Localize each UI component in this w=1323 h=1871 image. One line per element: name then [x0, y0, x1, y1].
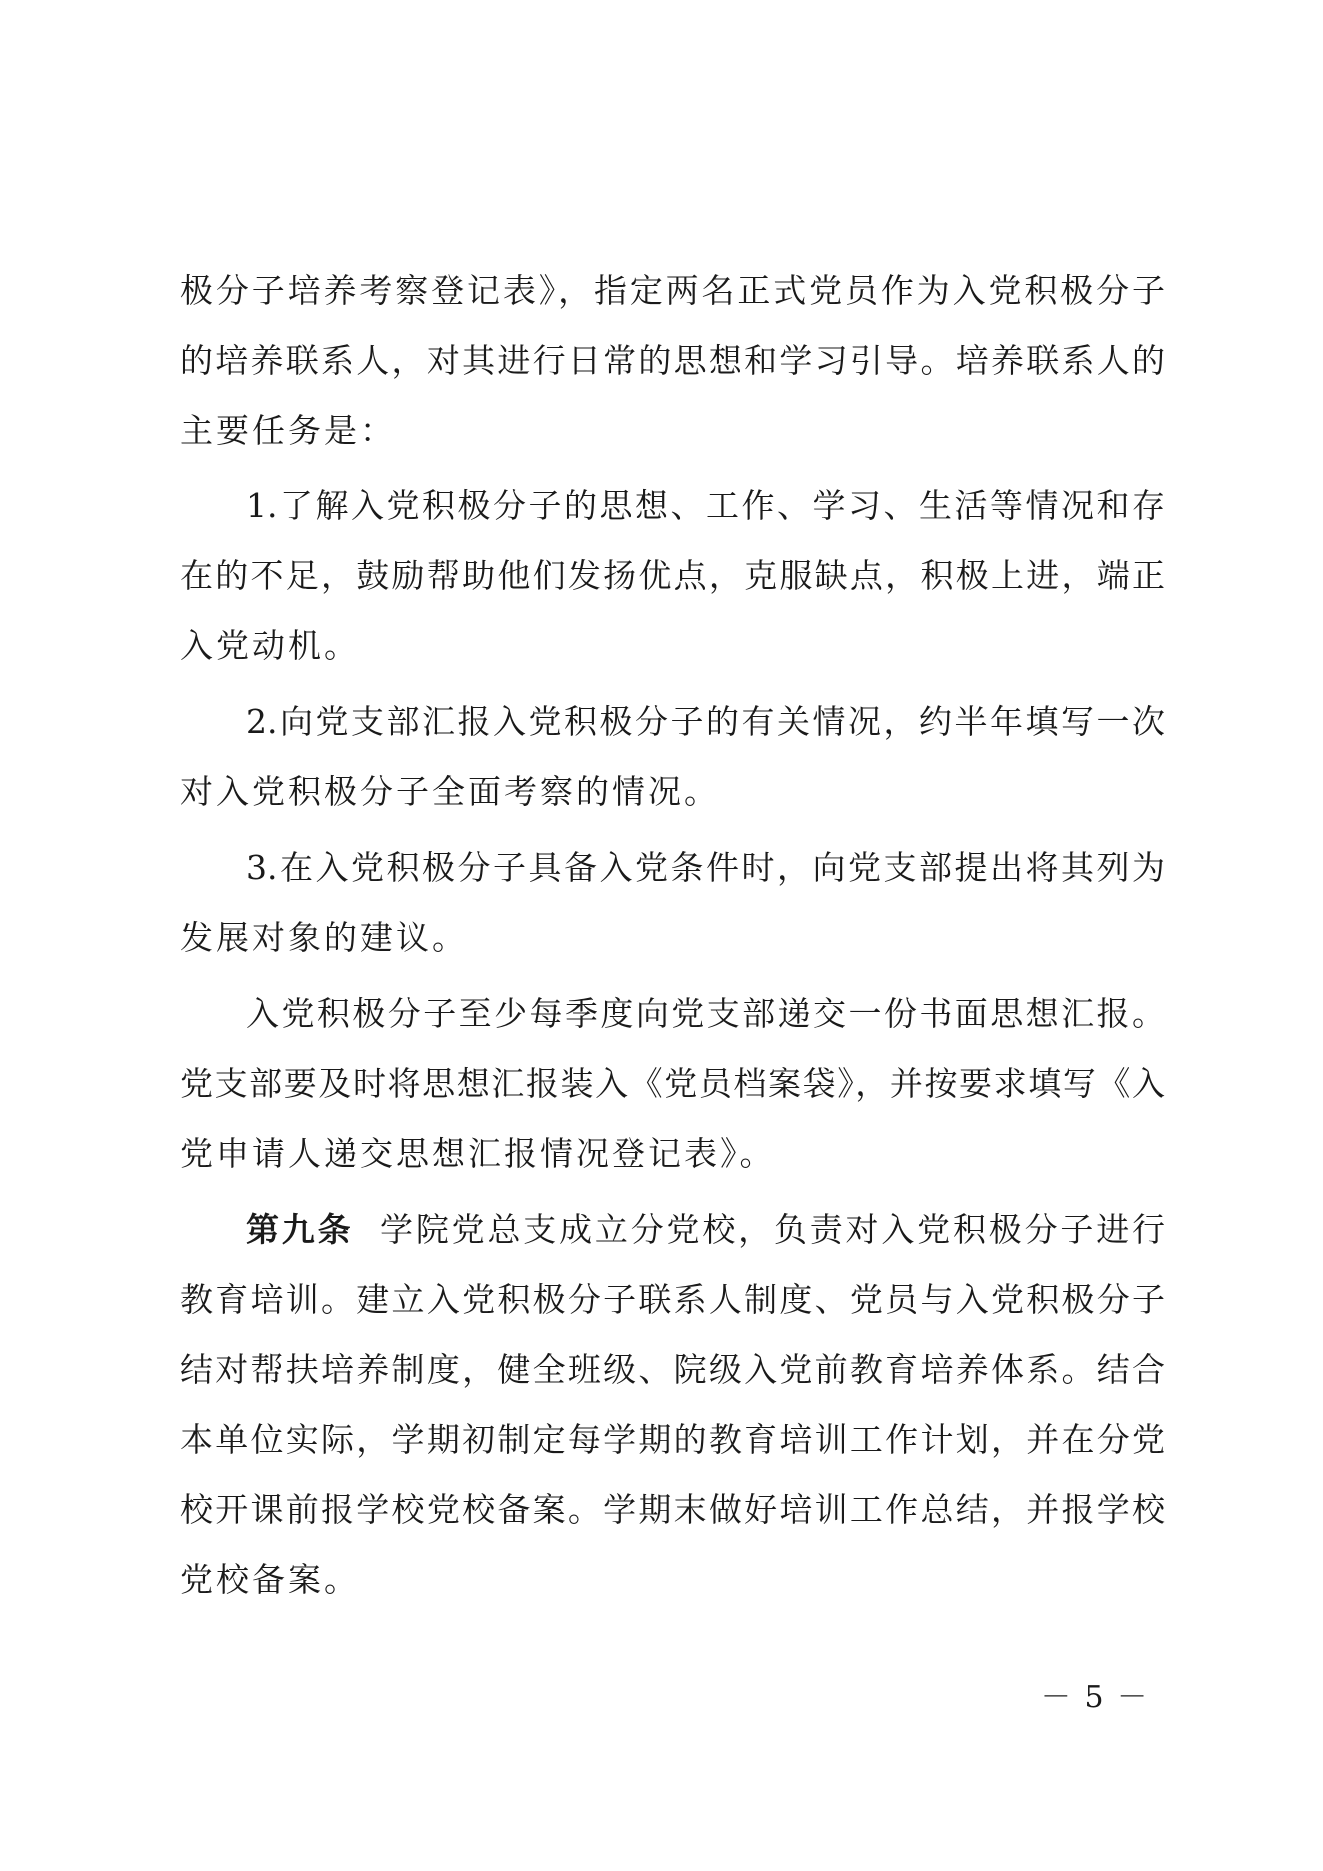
list-item-1-line-1: 1.了解入党积极分子的思想、工作、学习、生活等情况和存 — [246, 486, 1165, 525]
list-item-1-line-3: 入党动机。 — [180, 626, 360, 665]
article-nine-line-1 — [246, 1205, 1165, 1255]
article-nine-text: 学院党总支成立分党校，负责对入党积极分子进行 — [380, 1210, 1166, 1249]
article-nine-line-6: 党校备案。 — [180, 1560, 360, 1599]
list-item-1-line-2: 在的不足，鼓励帮助他们发扬优点，克服缺点，积极上进，端正 — [180, 556, 1165, 595]
paragraph-report-line-3: 党申请人递交思想汇报情况登记表》。 — [180, 1134, 776, 1173]
list-item-3-line-1: 3.在入党积极分子具备入党条件时，向党支部提出将其列为 — [246, 848, 1165, 887]
article-nine-line-2: 教育培训。建立入党积极分子联系人制度、党员与入党积极分子 — [180, 1280, 1165, 1319]
body-line-2: 的培养联系人，对其进行日常的思想和学习引导。培养联系人的 — [180, 341, 1165, 380]
paragraph-report-line-1: 入党积极分子至少每季度向党支部递交一份书面思想汇报。 — [246, 994, 1165, 1033]
paragraph-report-line-2: 党支部要及时将思想汇报装入《党员档案袋》，并按要求填写《入 — [180, 1064, 1165, 1103]
article-nine-line-4: 本单位实际，学期初制定每学期的教育培训工作计划，并在分党 — [180, 1420, 1165, 1459]
list-item-3-line-2: 发展对象的建议。 — [180, 918, 468, 957]
body-line-3: 主要任务是： — [180, 411, 396, 450]
list-item-2-line-2: 对入党积极分子全面考察的情况。 — [180, 772, 720, 811]
article-nine-line-5: 校开课前报学校党校备案。学期末做好培训工作总结，并报学校 — [180, 1490, 1165, 1529]
article-nine-line-3: 结对帮扶培养制度，健全班级、院级入党前教育培养体系。结合 — [180, 1350, 1165, 1389]
list-item-2-line-1: 2.向党支部汇报入党积极分子的有关情况，约半年填写一次 — [246, 702, 1165, 741]
article-heading: 第九条 — [246, 1210, 354, 1249]
page-number: － 5 － — [1040, 1680, 1150, 1715]
body-line-1: 极分子培养考察登记表》，指定两名正式党员作为入党积极分子 — [180, 271, 1165, 310]
